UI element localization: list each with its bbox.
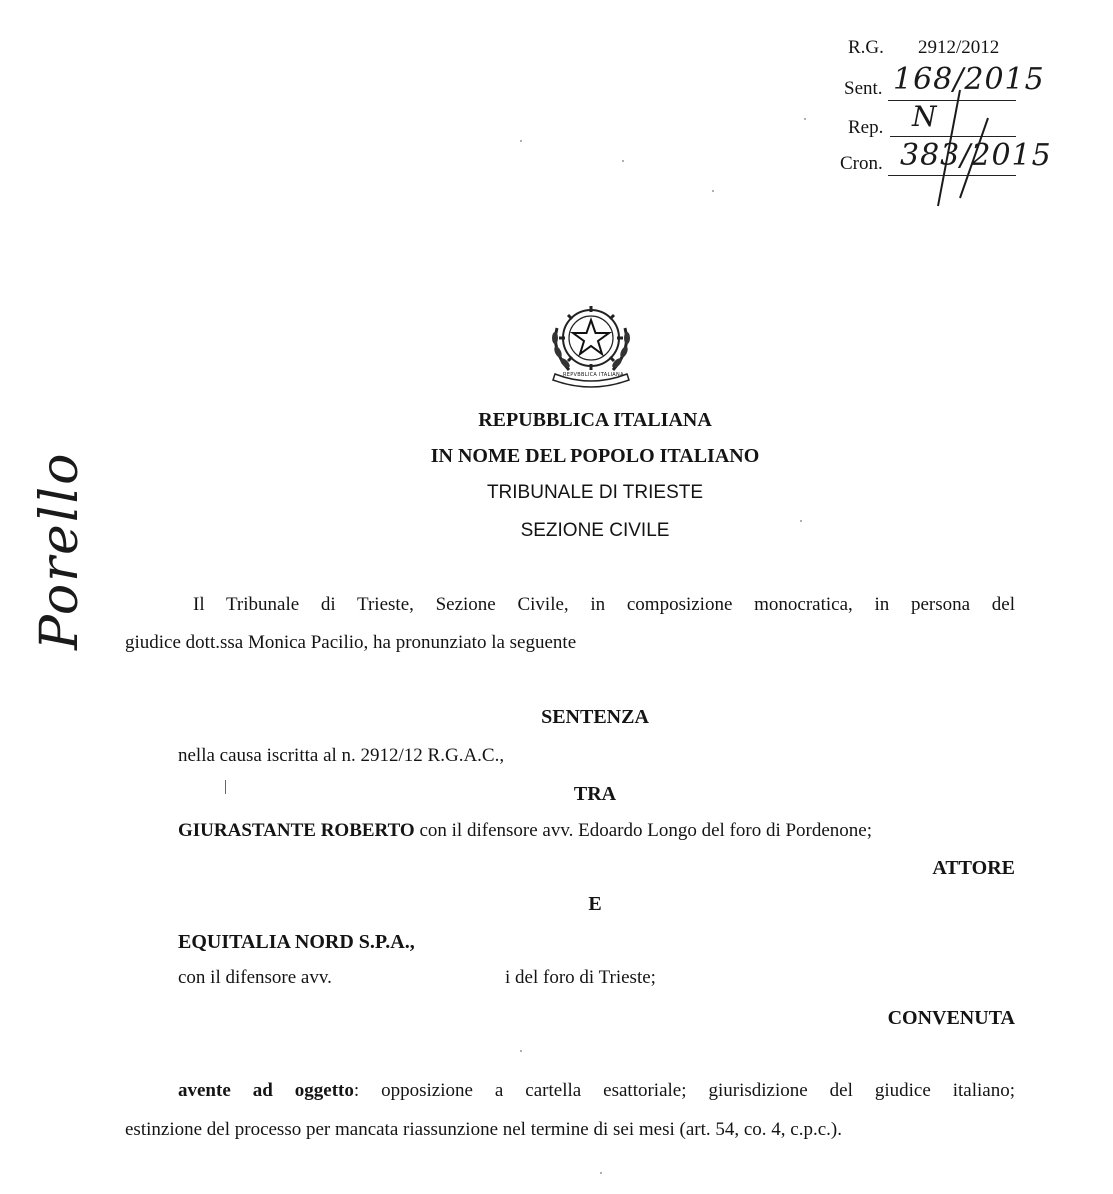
heading-repubblica: REPUBBLICA ITALIANA	[478, 409, 712, 431]
cron-label: Cron.	[840, 153, 883, 174]
scan-speck	[600, 1172, 602, 1174]
attore-role: ATTORE	[932, 857, 1015, 879]
oggetto-label: avente ad oggetto	[178, 1080, 354, 1101]
tra-heading: TRA	[573, 783, 617, 805]
heading-tribunale: TRIBUNALE DI TRIESTE	[486, 482, 704, 503]
rep-handwritten-value: N	[912, 100, 938, 133]
oggetto-line-1	[178, 1080, 1015, 1102]
scan-speck	[520, 1050, 522, 1052]
emblem-container	[545, 298, 637, 388]
scan-speck	[712, 190, 714, 192]
attore-line	[178, 820, 872, 842]
scan-speck	[800, 520, 802, 522]
scan-speck	[520, 140, 522, 142]
sent-label: Sent.	[844, 78, 883, 99]
scan-speck	[804, 118, 806, 120]
cron-handwritten-value: 383/2015	[900, 138, 1052, 173]
intro-line-2: giudice dott.ssa Monica Pacilio, ha pronunziato la seguente	[125, 632, 577, 653]
scan-speck	[225, 780, 226, 794]
heading-sezione: SEZIONE CIVILE	[520, 520, 670, 541]
convenuta-counsel-end: i del foro di Trieste;	[505, 967, 656, 988]
rep-label: Rep.	[848, 117, 884, 138]
convenuta-name: EQUITALIA NORD S.P.A.,	[178, 931, 415, 953]
sent-handwritten-value: 168/2015	[893, 62, 1045, 97]
rg-value: 2912/2012	[918, 37, 1000, 58]
rg-label: R.G.	[848, 37, 884, 58]
oggetto-line-1-text: : opposizione a cartella esattoriale; giurisdizione del giudice italiano;	[353, 1080, 1015, 1101]
attore-counsel: con il difensore avv. Edoardo Longo del foro di Pordenone;	[414, 820, 873, 841]
convenuta-role: CONVENUTA	[887, 1007, 1015, 1029]
e-separator: E	[588, 893, 602, 915]
oggetto-line-2: estinzione del processo per mancata riassunzione nel termine di sei mesi (art. 54, co. 4, c.p.c.).	[125, 1119, 842, 1140]
heading-popolo: IN NOME DEL POPOLO ITALIANO	[430, 445, 760, 467]
attore-name: GIURASTANTE ROBERTO	[178, 820, 415, 841]
intro-line-1: Il Tribunale di Trieste, Sezione Civile, in composizione monocratica, in persona del	[193, 594, 1015, 615]
sentenza-title: SENTENZA	[541, 706, 649, 728]
scan-speck	[622, 160, 624, 162]
margin-signature-text: Porello	[30, 451, 90, 650]
handwritten-slash-marks	[930, 88, 990, 208]
causa-line: nella causa iscritta al n. 2912/12 R.G.A.C.,	[178, 745, 505, 766]
convenuta-counsel-start: con il difensore avv.	[178, 967, 332, 988]
emblem-ribbon-text: REPVBBLICA ITALIANA	[563, 372, 624, 378]
